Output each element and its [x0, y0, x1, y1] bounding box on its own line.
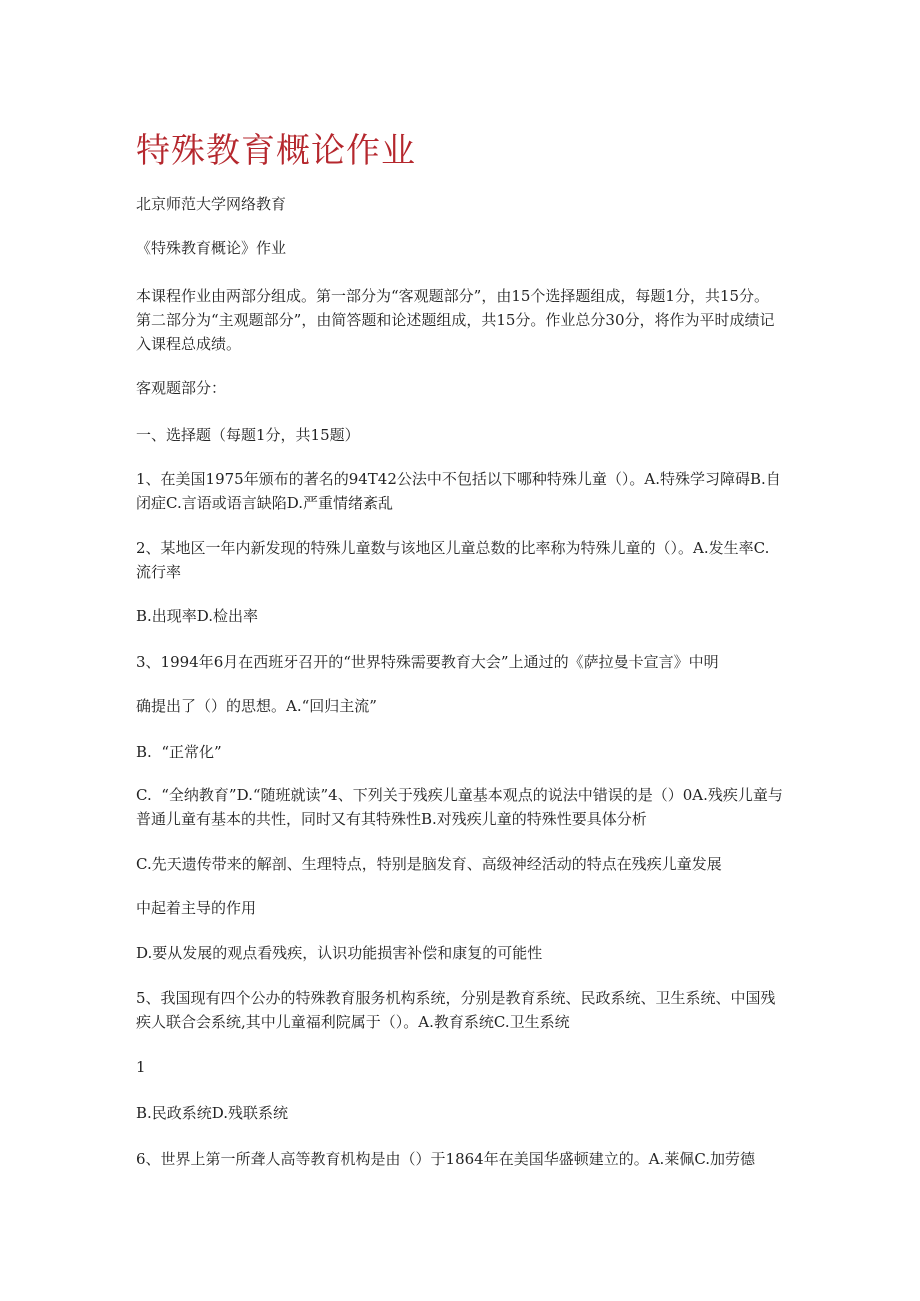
question-4: C. “全纳教育”D.“随班就读”4、下列关于残疾儿童基本观点的说法中错误的是（）0A.残疾儿童与普通儿童有基本的共性，同时又有其特殊性B.对残疾儿童的特殊性要具体分析 — [136, 786, 783, 828]
question-1: 1、在美国1975年颁布的著名的94T42公法中不包括以下哪种特殊儿童（）。A.特殊学习障碍B.自闭症C.言语或语言缺陷D.严重情绪紊乱 — [136, 470, 781, 512]
section-heading: 客观题部分： — [136, 379, 227, 397]
question-2: 2、某地区一年内新发现的特殊儿童数与该地区儿童总数的比率称为特殊儿童的（）。A.发生率C.流行率 — [136, 539, 770, 581]
course-line: 《特殊教育概论》作业 — [136, 239, 287, 257]
question-6: 6、世界上第一所聋人高等教育机构是由（）于1864年在美国华盛顿建立的。A.莱佩C.加劳德 — [136, 1150, 756, 1168]
subsection-heading: 一、选择题（每题1分，共15题） — [136, 426, 360, 444]
institution-line: 北京师范大学网络教育 — [136, 195, 287, 213]
question-2-options: B.出现率D.检出率 — [136, 607, 259, 625]
question-3-continued: 确提出了（）的思想。A.“回归主流” — [136, 697, 377, 715]
question-5: 5、我国现有四个公办的特殊教育服务机构系统，分别是教育系统、民政系统、卫生系统、中国残疾人联合会系统,其中儿童福利院属于（）。A.教育系统C.卫生系统 — [136, 989, 776, 1031]
question-3-option-b: B. “正常化” — [136, 743, 222, 761]
document-title: 特殊教育概论作业 — [136, 131, 416, 171]
page-number: 1 — [136, 1058, 146, 1076]
question-5-options: B.民政系统D.残联系统 — [136, 1104, 289, 1122]
question-4-option-c-continued: 中起着主导的作用 — [136, 899, 257, 917]
question-3: 3、1994年6月在西班牙召开的“世界特殊需要教育大会”上通过的《萨拉曼卡宣言》中明 — [136, 653, 719, 671]
intro-paragraph: 本课程作业由两部分组成。第一部分为“客观题部分”，由15个选择题组成，每题1分，共15分。第二部分为“主观题部分”，由简答题和论述题组成，共15分。作业总分30分，将作为平时成绩记入课程总成绩。 — [136, 287, 775, 353]
question-4-option-d: D.要从发展的观点看残疾，认识功能损害补偿和康复的可能性 — [136, 944, 543, 962]
question-4-option-c: C.先天遗传带来的解剖、生理特点，特别是脑发育、高级神经活动的特点在残疾儿童发展 — [136, 855, 722, 873]
